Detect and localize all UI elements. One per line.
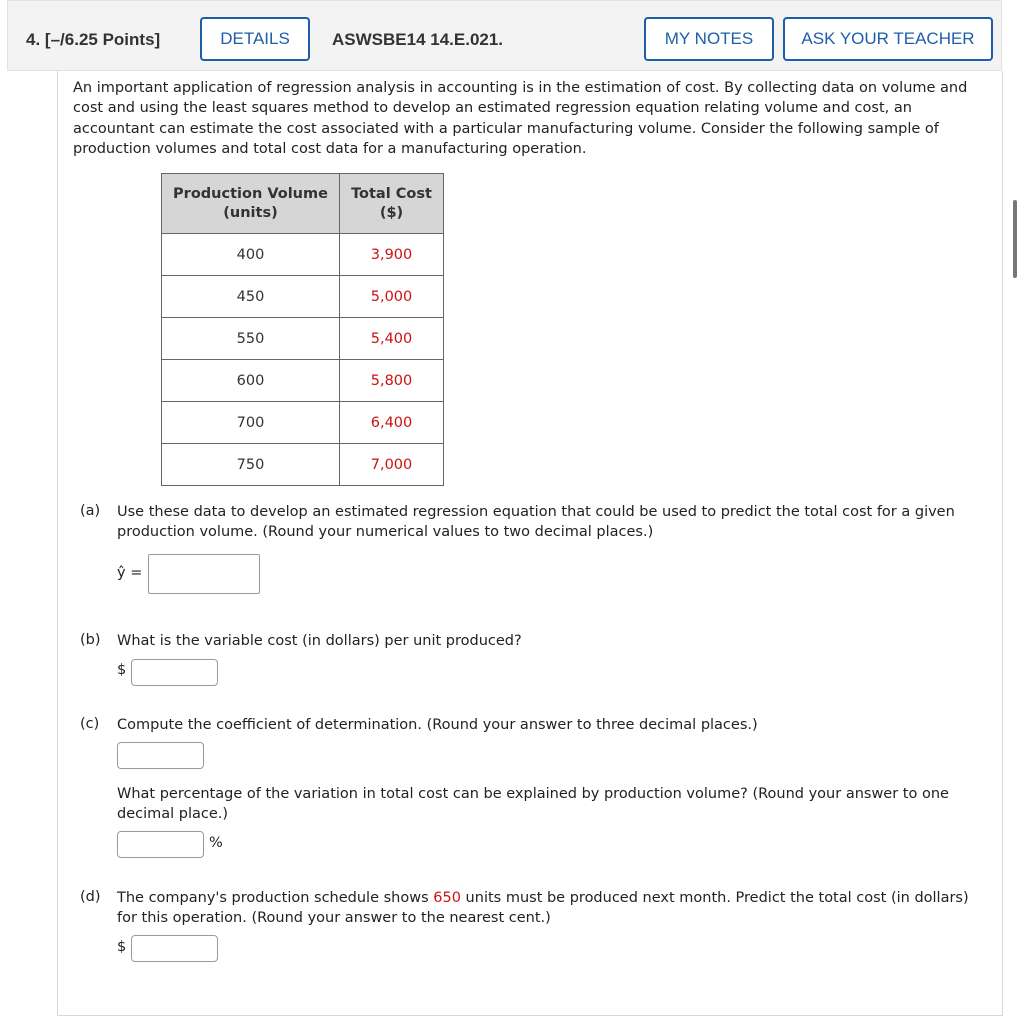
cost-cell: 7,000 <box>340 444 444 486</box>
table-row <box>162 444 444 486</box>
column-header-total-cost: Total Cost ($) <box>340 174 444 234</box>
ask-your-teacher-button[interactable]: ASK YOUR TEACHER <box>783 17 993 61</box>
part-d-label: (d) <box>80 889 101 905</box>
part-c-label: (c) <box>80 716 100 732</box>
part-c-text: Compute the coefficient of determination. (Round your answer to three decimal places.) <box>117 717 758 733</box>
part-a-label: (a) <box>80 503 101 519</box>
question-header <box>7 0 1002 71</box>
part-a-equation-input[interactable] <box>148 554 260 594</box>
dollar-prefix-d: $ <box>117 939 127 955</box>
y-hat-prefix: ŷ = <box>117 565 143 581</box>
table-header-row <box>162 174 444 234</box>
cost-cell: 3,900 <box>340 234 444 276</box>
table-row <box>162 360 444 402</box>
part-a-text: Use these data to develop an estimated regression equation that could be used to predict the total cost for a given production volume. (Round your numerical values to two decimal places.) <box>117 504 955 541</box>
highlighted-units-value: 650 <box>433 890 461 906</box>
part-d-total-cost-input[interactable] <box>131 935 218 962</box>
part-c-percentage-text: What percentage of the variation in total cost can be explained by production volume? (Round your answer to one decimal place.) <box>117 786 949 823</box>
problem-intro: An important application of regression analysis in accounting is in the estimation of cost. By collecting data on volume and cost and using the least squares method to develop an estimated regression equation relating volume and cost, an accountant can estimate the cost associated with a particular manufacturing volume. Consider the following sample of production volumes and total cost data for a manufacturing operation. <box>73 80 968 157</box>
part-b-text: What is the variable cost (in dollars) per unit produced? <box>117 633 522 649</box>
part-b-label: (b) <box>80 632 101 648</box>
part-c-coefficient-input[interactable] <box>117 742 204 769</box>
cost-cell: 6,400 <box>340 402 444 444</box>
part-b-variable-cost-input[interactable] <box>131 659 218 686</box>
table-row <box>162 318 444 360</box>
dollar-prefix-b: $ <box>117 662 127 678</box>
part-c-percentage-input[interactable] <box>117 831 204 858</box>
table-row <box>162 276 444 318</box>
volume-cell: 550 <box>162 318 340 360</box>
cost-cell: 5,400 <box>340 318 444 360</box>
volume-cell: 750 <box>162 444 340 486</box>
details-button[interactable]: DETAILS <box>200 17 310 61</box>
table-row <box>162 402 444 444</box>
percent-suffix: % <box>209 835 223 851</box>
data-table <box>161 173 444 486</box>
volume-cell: 400 <box>162 234 340 276</box>
volume-cell: 600 <box>162 360 340 402</box>
table-row <box>162 234 444 276</box>
page-scrollbar[interactable] <box>1013 200 1017 278</box>
cost-cell: 5,800 <box>340 360 444 402</box>
volume-cell: 700 <box>162 402 340 444</box>
cost-cell: 5,000 <box>340 276 444 318</box>
part-d-text: The company's production schedule shows 650 units must be produced next month. Predict the total cost (in dollars) for this operation. (Round your answer to the nearest cent.) <box>117 890 969 927</box>
volume-cell: 450 <box>162 276 340 318</box>
column-header-production-volume: Production Volume (units) <box>162 174 340 234</box>
my-notes-button[interactable]: MY NOTES <box>644 17 774 61</box>
question-number-points: 4. [–/6.25 Points] <box>26 30 161 49</box>
question-id: ASWSBE14 14.E.021. <box>332 30 504 49</box>
